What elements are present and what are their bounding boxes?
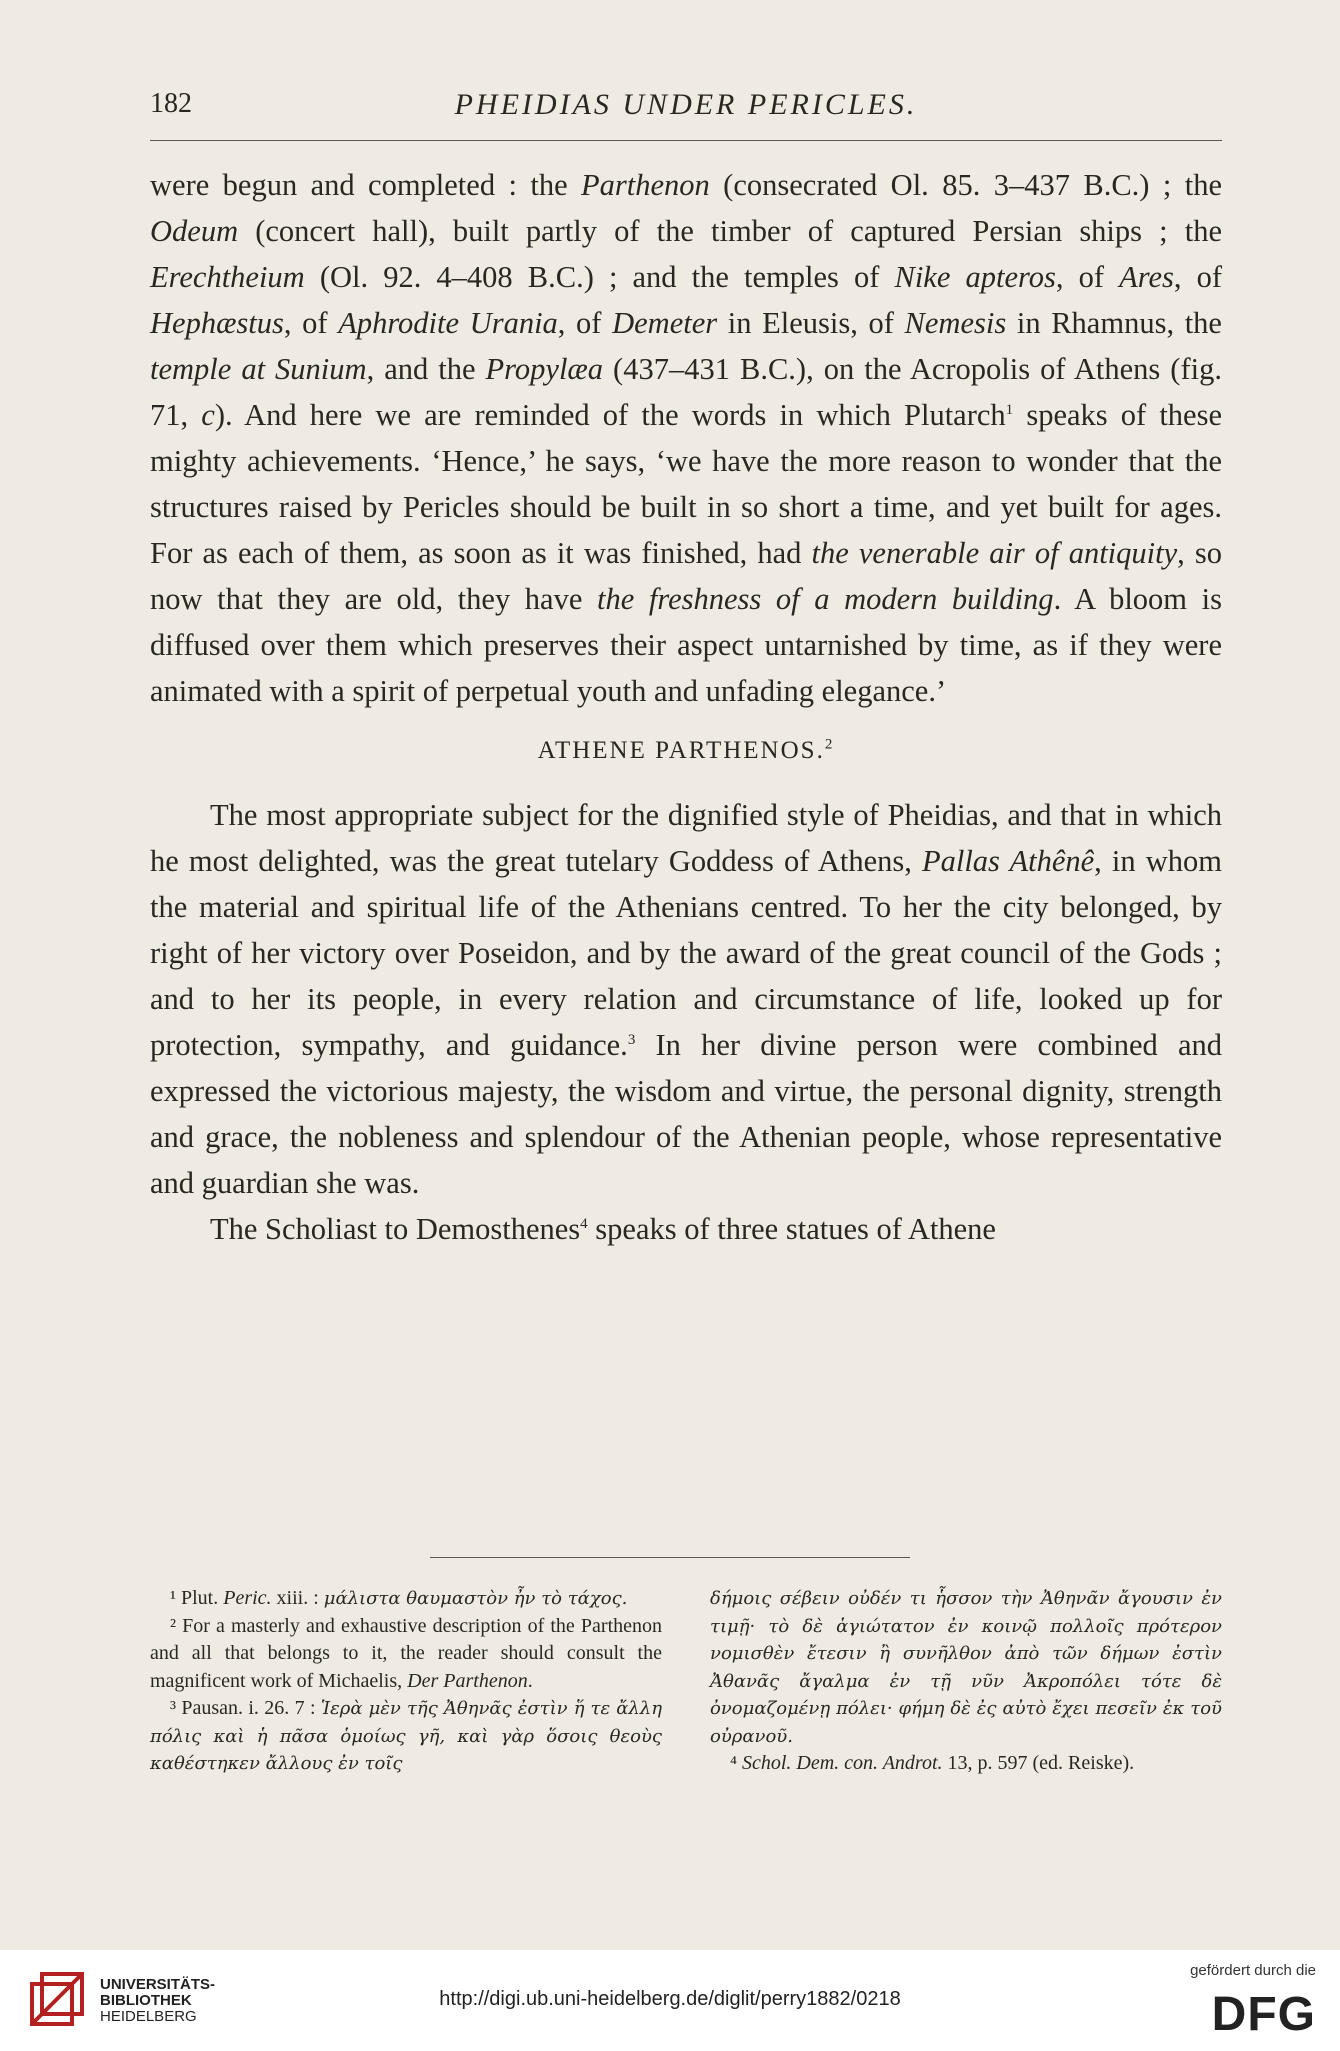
greek-quote: μάλιστα θαυμαστὸν ἦν τὸ τάχος.	[323, 1588, 628, 1609]
italic-term: Nike apteros	[894, 260, 1056, 294]
italic-term: Aphrodite Urania	[338, 306, 558, 340]
source-url-link[interactable]: http://digi.ub.uni-heidelberg.de/diglit/perry1882/0218	[439, 1988, 901, 2010]
footnotes-left-column	[150, 1585, 662, 1778]
italic-term: Demeter	[612, 306, 718, 340]
greek-quote: Ἱερὰ μὲν τῆς Ἀθηνᾶς ἐστὶν ἥ τε ἄλλη πόλις καὶ ἡ πᾶσα ὁμοίως γῆ, καὶ γὰρ ὅσοις θεοὺς καθέστηκεν ἄλλους ἐν τοῖς	[150, 1698, 662, 1774]
italic-phrase: the freshness of a modern building	[597, 582, 1054, 616]
footnote-ref-4[interactable]: 4	[580, 1215, 588, 1232]
page-header	[150, 88, 1222, 138]
header-rule	[150, 140, 1222, 141]
italic-term: Ares	[1119, 260, 1174, 294]
italic-term: Erechtheium	[150, 260, 305, 294]
viewer-footer	[0, 1950, 1340, 2051]
footnote-4: ⁴ Schol. Dem. con. Androt. 13, p. 597 (ed. Reiske).	[730, 1752, 1135, 1774]
italic-term: Pallas Athênê	[921, 844, 1095, 878]
library-name: UNIVERSITÄTS- BIBLIOTHEK HEIDELBERG	[100, 1976, 216, 2025]
italic-term: Propylæa	[485, 352, 604, 386]
dfg-logo: DFG	[1211, 1988, 1316, 2041]
footnote-3: ³ Pausan. i. 26. 7 : Ἱερὰ μὲν τῆς Ἀθηνᾶς ἐστὶν ἥ τε ἄλλη πόλις καὶ ἡ πᾶσα ὁμοίως γῆ, καὶ γὰρ ὅσοις θεοὺς καθέστηκεν ἄλλους ἐν τοῖς	[150, 1697, 662, 1774]
footnote-ref-2[interactable]: 2	[824, 736, 835, 753]
footnotes-right-column	[710, 1585, 1222, 1778]
running-head: PHEIDIAS UNDER PERICLES.	[454, 88, 918, 121]
funder-caption: gefördert durch die	[1190, 1962, 1316, 1979]
paragraph-1: were begun and completed : the Parthenon (consecrated Ol. 85. 3–437 B.C.) ; the Odeum (concert hall), built partly of the timber of captured Persian ships ; the Erechtheium (Ol. 92. 4–408 B.C.) ; and the temples of Nike apteros, of Ares, of Hephæstus, of Aphrodite Urania, of Demeter in Eleusis, of Nemesis in Rhamnus, the temple at Sunium, and the Propylæa (437–431 B.C.), on the Acropolis of Athens (fig. 71, c). And here we are reminded of the words in which Plutarch$^1$ speaks of these mighty achievements. ‘Hence,’ he says, ‘we have the more reason to wonder that the structures raised by Pericles should be built in so short a time, and yet built for ages. For as each of them, as soon as it was finished, had the venerable air of antiquity, so now that they are old, they have the freshness of a modern building. A bloom is diffused over them which preserves their aspect untarnished by time, as if they were animated with a spirit of perpetual youth and unfading elegance.’	[150, 168, 1223, 708]
page-number: 182	[150, 88, 192, 119]
body-text	[150, 162, 1222, 1252]
italic-term: c	[201, 398, 215, 432]
paragraph-3: The Scholiast to Demosthenes$^4$ speaks of three statues of Athene	[210, 1212, 996, 1246]
italic-term: Parthenon	[581, 168, 710, 202]
footnote-3-continued	[710, 1585, 1222, 1750]
footnotes	[150, 1585, 1222, 1778]
footnote-rule	[430, 1557, 910, 1558]
footnote-ref-3[interactable]: 3	[627, 1031, 636, 1048]
footnote-2: ² For a masterly and exhaustive description of the Parthenon and all that belongs to it, the reader should consult the magnificent work of Michaelis, Der Parthenon.	[150, 1614, 662, 1692]
italic-phrase: the venerable air of antiquity	[811, 536, 1178, 570]
greek-quote: δήμοις σέβειν οὐδέν τι ἧσσον τὴν Ἀθηνᾶν ἄγουσιν ἐν τιμῇ· τὸ δὲ ἁγιώτατον ἐν κοινῷ πολλοῖς πρότερον νομισθὲν ἔτεσιν ἢ συνῆλθον ἀπὸ τῶν δήμων ἐστὶν Ἀθανᾶς ἄγαλμα ἐν τῇ νῦν Ἀκροπόλει τότε δὲ ὀνομαζομένῃ πόλει· φήμη δὲ ἐς αὐτὸ ἔχει πεσεῖν ἐκ τοῦ οὐρανοῦ.	[710, 1588, 1222, 1747]
footnote-1: ¹ Plut. Peric. xiii. : μάλιστα θαυμαστὸν ἦν τὸ τάχος.	[170, 1587, 628, 1609]
footnote-ref-1[interactable]: 1	[1005, 401, 1014, 418]
section-heading: ATHENE PARTHENOS.$^2$	[537, 736, 835, 764]
italic-term: Nemesis	[904, 306, 1007, 340]
paragraph-2: The most appropriate subject for the dignified style of Pheidias, and that in which he most delighted, was the great tutelary Goddess of Athens, Pallas Athênê, in whom the material and spiritual life of the Athenians centred. To her the city belonged, by right of her victory over Poseidon, and by the award of the great council of the Gods ; and to her its people, in every relation and circumstance of life, looked up for protection, sympathy, and guidance.$^3$ In her divine person were combined and expressed the victorious majesty, the wisdom and virtue, the personal dignity, strength and grace, the nobleness and splendour of the Athenian people, whose representative and guardian she was.	[150, 798, 1223, 1200]
italic-term: Odeum	[150, 214, 239, 248]
italic-term: temple at Sunium	[150, 352, 367, 386]
italic-term: Hephæstus	[150, 306, 284, 340]
